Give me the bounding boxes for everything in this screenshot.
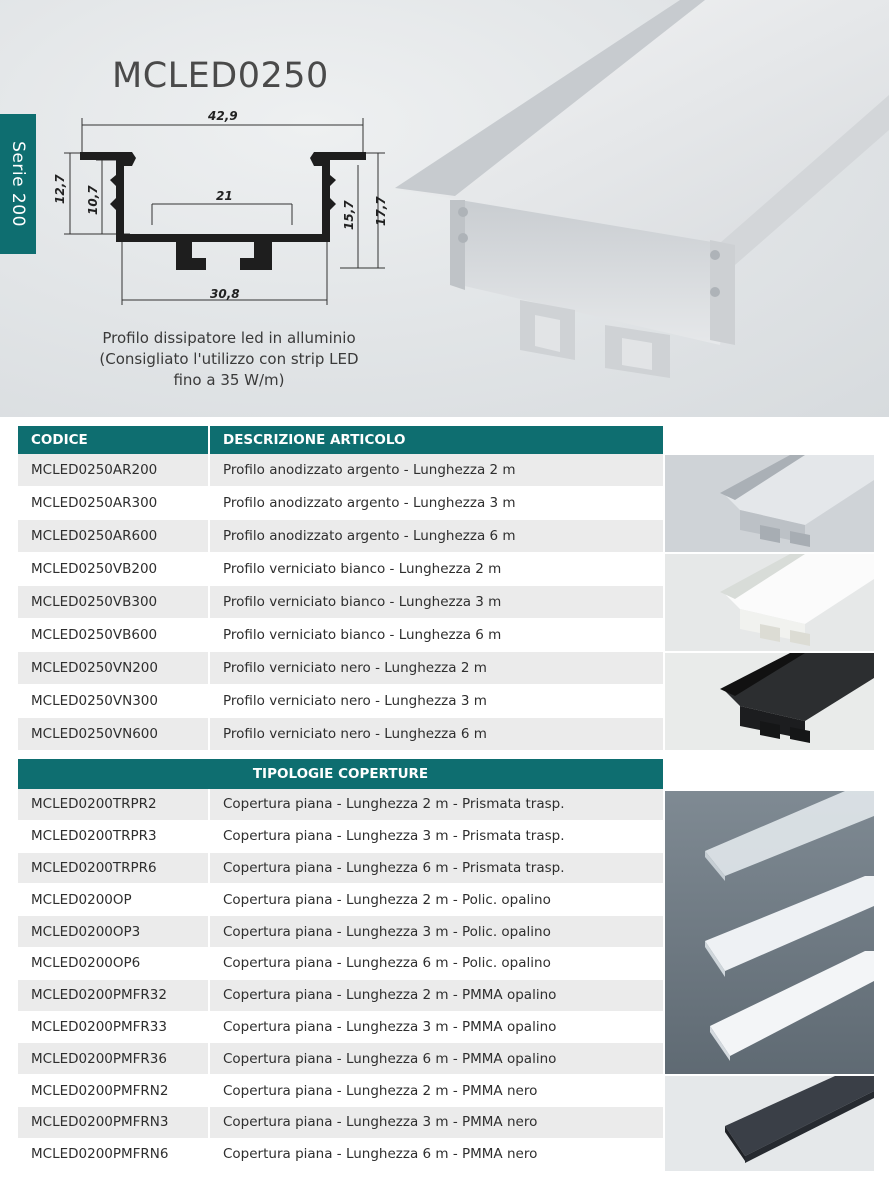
row-code: MCLED0250VB300 xyxy=(18,586,210,618)
table-row xyxy=(18,685,663,718)
row-code: MCLED0200OP6 xyxy=(18,948,210,979)
table-row xyxy=(18,1139,663,1171)
series-tab xyxy=(0,114,36,254)
silver-profile-image xyxy=(665,455,874,552)
row-code: MCLED0250VB600 xyxy=(18,619,210,651)
row-code: MCLED0250AR200 xyxy=(18,454,210,486)
dim-right-outer-height: 17,7 xyxy=(374,196,388,226)
row-description: Profilo anodizzato argento - Lunghezza 3 m xyxy=(223,495,516,511)
table-row xyxy=(18,718,663,751)
row-description: Copertura piana - Lunghezza 2 m - PMMA opalino xyxy=(223,987,557,1004)
table-row xyxy=(18,821,663,853)
table-row xyxy=(18,1043,663,1075)
dim-right-inner-height: 15,7 xyxy=(342,200,356,230)
product-hero xyxy=(0,0,889,417)
row-code: MCLED0200OP xyxy=(18,884,210,915)
table-row xyxy=(18,1107,663,1139)
row-description: Copertura piana - Lunghezza 6 m - Polic. opalino xyxy=(223,955,551,972)
table-header xyxy=(18,426,663,454)
covers-table-header: TIPOLOGIE COPERTURE xyxy=(18,759,663,789)
description-line: fino a 35 W/m) xyxy=(173,371,285,389)
table-row xyxy=(18,916,663,948)
covers-table xyxy=(18,759,663,1171)
table-row xyxy=(18,652,663,685)
row-description: Profilo anodizzato argento - Lunghezza 6 m xyxy=(223,528,516,544)
table-row xyxy=(18,619,663,652)
row-code: MCLED0200PMFR32 xyxy=(18,980,210,1011)
row-description: Copertura piana - Lunghezza 3 m - PMMA opalino xyxy=(223,1018,557,1035)
table-row xyxy=(18,789,663,821)
row-description: Copertura piana - Lunghezza 6 m - PMMA opalino xyxy=(223,1050,557,1067)
table-row xyxy=(18,454,663,487)
table-row xyxy=(18,487,663,520)
row-code: MCLED0250AR300 xyxy=(18,487,210,519)
table-row xyxy=(18,1012,663,1044)
table-row xyxy=(18,980,663,1012)
profile-cross-section-drawing xyxy=(40,100,390,310)
description-line: (Consigliato l'utilizzo con strip LED xyxy=(99,350,359,368)
row-description: Profilo verniciato nero - Lunghezza 3 m xyxy=(223,693,487,709)
dim-left-inner-height: 10,7 xyxy=(86,185,100,215)
dim-overall-width: 42,9 xyxy=(208,109,238,123)
row-description: Copertura piana - Lunghezza 3 m - PMMA nero xyxy=(223,1114,538,1131)
row-code: MCLED0250VB200 xyxy=(18,553,210,585)
row-code: MCLED0200PMFR33 xyxy=(18,1012,210,1043)
black-cover-image xyxy=(665,1076,874,1171)
profiles-table xyxy=(18,426,663,751)
row-code: MCLED0200PMFRN6 xyxy=(18,1139,210,1170)
series-label: Serie 200 xyxy=(8,141,28,227)
row-description: Copertura piana - Lunghezza 3 m - Prismata trasp. xyxy=(223,828,565,845)
row-description: Copertura piana - Lunghezza 6 m - PMMA nero xyxy=(223,1146,538,1163)
row-code: MCLED0200TRPR2 xyxy=(18,789,210,820)
row-description: Copertura piana - Lunghezza 2 m - PMMA nero xyxy=(223,1082,538,1099)
row-description: Profilo verniciato nero - Lunghezza 6 m xyxy=(223,726,487,742)
profile-description xyxy=(64,328,394,391)
model-title: MCLED0250 xyxy=(112,56,329,96)
row-description: Profilo verniciato bianco - Lunghezza 3 m xyxy=(223,594,502,610)
black-profile-image xyxy=(665,653,874,750)
table-row xyxy=(18,520,663,553)
row-code: MCLED0200PMFRN3 xyxy=(18,1107,210,1138)
row-code: MCLED0200OP3 xyxy=(18,916,210,947)
clear-opal-covers-image xyxy=(665,791,874,1074)
dim-base-width: 30,8 xyxy=(210,287,240,301)
table-row xyxy=(18,853,663,885)
header-description: DESCRIZIONE ARTICOLO xyxy=(223,432,406,448)
row-code: MCLED0250VN200 xyxy=(18,652,210,684)
row-code: MCLED0250VN600 xyxy=(18,718,210,750)
row-code: MCLED0250VN300 xyxy=(18,685,210,717)
row-description: Profilo anodizzato argento - Lunghezza 2 m xyxy=(223,462,516,478)
table-row xyxy=(18,1075,663,1107)
white-profile-image xyxy=(665,554,874,651)
row-code: MCLED0200PMFRN2 xyxy=(18,1075,210,1106)
row-code: MCLED0200TRPR3 xyxy=(18,821,210,852)
row-description: Profilo verniciato nero - Lunghezza 2 m xyxy=(223,660,487,676)
row-description: Copertura piana - Lunghezza 2 m - Prismata trasp. xyxy=(223,796,565,813)
dim-left-outer-height: 12,7 xyxy=(53,174,67,204)
row-description: Profilo verniciato bianco - Lunghezza 6 m xyxy=(223,627,502,643)
table-row xyxy=(18,553,663,586)
header-code: CODICE xyxy=(18,426,210,454)
row-description: Profilo verniciato bianco - Lunghezza 2 m xyxy=(223,561,502,577)
table-row xyxy=(18,586,663,619)
row-code: MCLED0200PMFR36 xyxy=(18,1043,210,1074)
table-row xyxy=(18,884,663,916)
row-code: MCLED0250AR600 xyxy=(18,520,210,552)
table-row xyxy=(18,948,663,980)
row-description: Copertura piana - Lunghezza 6 m - Prismata trasp. xyxy=(223,859,565,876)
description-line: Profilo dissipatore led in alluminio xyxy=(102,329,356,347)
dim-inner-width: 21 xyxy=(216,189,233,203)
row-description: Copertura piana - Lunghezza 3 m - Polic. opalino xyxy=(223,923,551,940)
profile-3d-render xyxy=(390,0,889,417)
row-code: MCLED0200TRPR6 xyxy=(18,853,210,884)
row-description: Copertura piana - Lunghezza 2 m - Polic. opalino xyxy=(223,891,551,908)
